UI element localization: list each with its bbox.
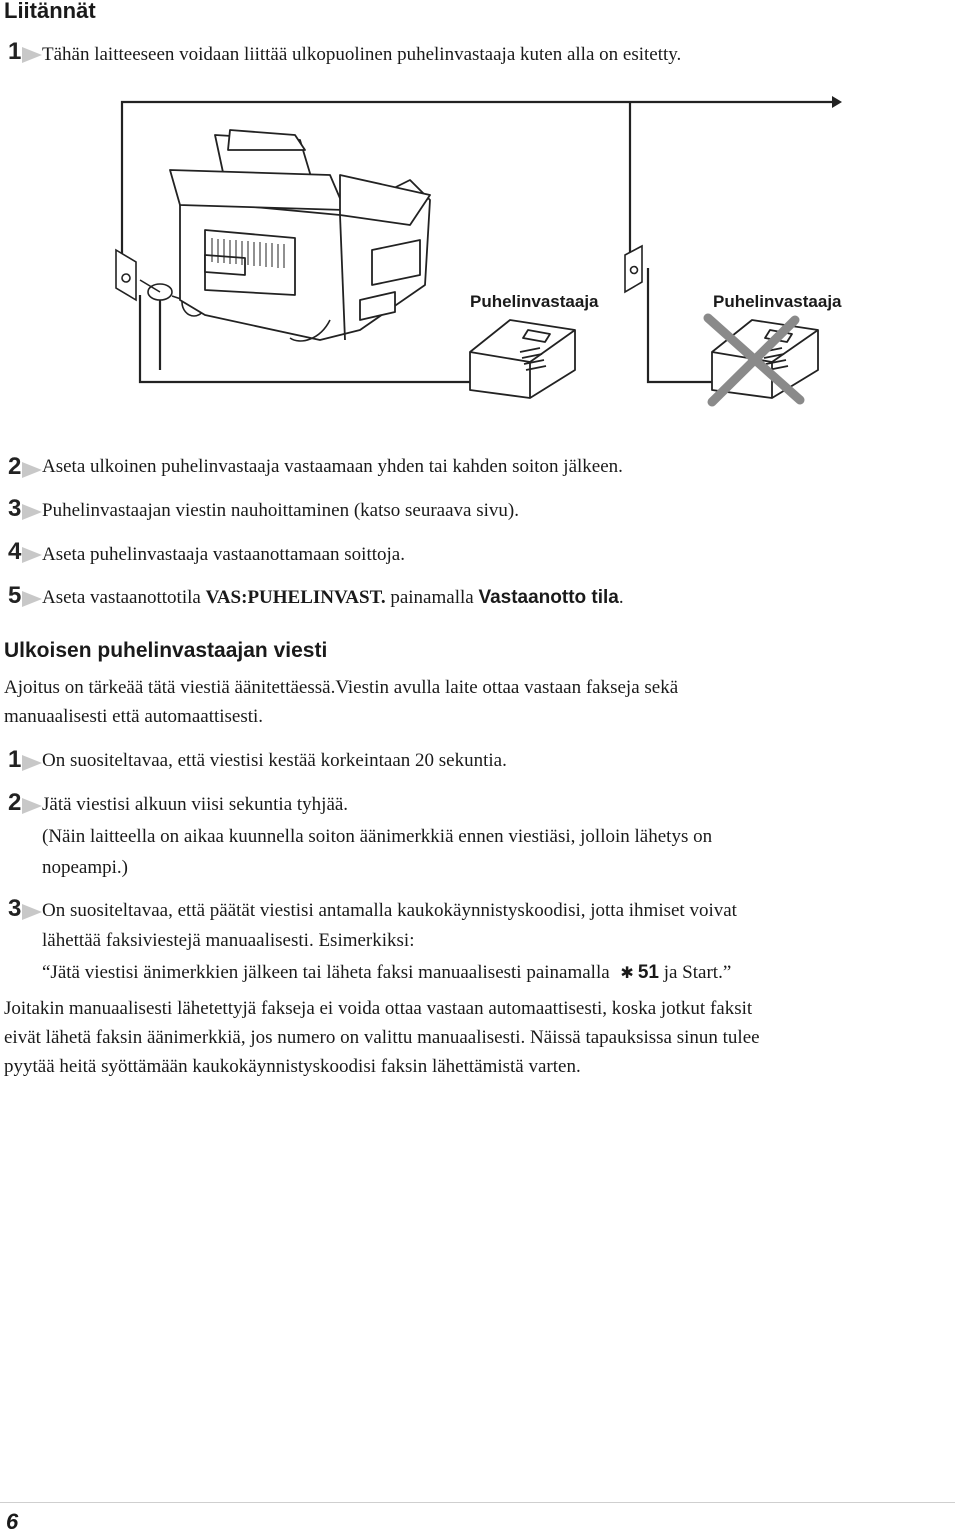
intro-line: Ajoitus on tärkeää tätä viestiä äänitettäessä.Viestin avulla laite ottaa vastaan fakseja sekä: [4, 677, 679, 698]
page-number: 6: [6, 1509, 19, 1534]
step-number: 1: [8, 746, 22, 773]
step-text: (Näin laitteella on aikaa kuunnella soiton äänimerkkiä ennen viestiäsi, jolloin lähetys on: [42, 826, 713, 847]
connection-diagram: [0, 85, 960, 420]
wall-jack-left: [116, 250, 136, 300]
closing-line: pyytää heitä syöttämään kaukokäynnistyskoodisi faksin lähettämistä varten.: [4, 1056, 581, 1077]
footer-divider: [0, 1502, 955, 1503]
step-arrow-icon: [22, 547, 42, 563]
remote-code: 51: [637, 962, 659, 983]
step-number: 4: [8, 538, 22, 565]
step-text: [42, 583, 624, 613]
step5-mid: painamalla: [385, 587, 479, 608]
step5-post: .: [618, 587, 624, 608]
step-arrow-icon: [22, 904, 42, 920]
fax-machine: [170, 130, 430, 340]
step-arrow-icon: [22, 798, 42, 814]
step-arrow-icon: [22, 462, 42, 478]
step-text: Tähän laitteeseen voidaan liittää ulkopuolinen puhelinvastaaja kuten alla on esitetty.: [42, 44, 682, 65]
step5-pre: Aseta vastaanottotila: [42, 587, 206, 608]
star-key-icon: ✱: [620, 963, 634, 982]
example-quote: [42, 958, 731, 988]
step-text: Aseta ulkoinen puhelinvastaaja vastaamaan yhden tai kahden soiton jälkeen.: [42, 456, 623, 477]
step-number: 3: [8, 495, 22, 522]
receive-mode-key: Vastaanotto tila: [478, 587, 619, 608]
step-text: On suositeltavaa, että päätät viestisi antamalla kaukokäynnistyskoodisi, jotta ihmiset voivat: [42, 900, 737, 921]
answering-machine-left: [470, 320, 575, 398]
step-arrow-icon: [22, 755, 42, 771]
step-number: 5: [8, 582, 22, 609]
step-text: Aseta puhelinvastaaja vastaanottamaan soittoja.: [42, 544, 405, 565]
step-text: nopeampi.): [42, 857, 129, 878]
line-arrow-icon: [832, 96, 842, 108]
step-text: Puhelinvastaajan viestin nauhoittaminen (katso seuraava sivu).: [42, 500, 519, 521]
step-text: Jätä viestisi alkuun viisi sekuntia tyhjää.: [42, 794, 349, 815]
step-number: 2: [8, 789, 22, 816]
step-number: 2: [8, 453, 22, 480]
step-arrow-icon: [22, 591, 42, 607]
subheading: Ulkoisen puhelinvastaajan viesti: [4, 639, 328, 662]
intro-line: manuaalisesti että automaattisesti.: [4, 706, 264, 727]
step-number: 3: [8, 895, 22, 922]
label-answering-machine-left: Puhelinvastaaja: [470, 292, 599, 311]
label-answering-machine-right: Puhelinvastaaja: [713, 292, 842, 311]
step-arrow-icon: [22, 47, 42, 63]
example-pre: “Jätä viestisi änimerkkien jälkeen tai läheta faksi manuaalisesti painamalla: [42, 962, 615, 983]
receive-mode-value: VAS:PUHELINVAST.: [205, 587, 386, 608]
step-text: On suositeltavaa, että viestisi kestää korkeintaan 20 sekuntia.: [42, 750, 507, 771]
example-post: ja Start.”: [658, 962, 732, 983]
wall-jack-right: [625, 246, 642, 292]
step-number: 1: [8, 38, 22, 65]
step-text: lähettää faksiviestejä manuaalisesti. Esimerkiksi:: [42, 930, 415, 951]
closing-line: eivät lähetä faksin äänimerkkiä, jos numero on valittu manuaalisesti. Näissä tapauksissa sinun tulee: [4, 1027, 760, 1048]
closing-line: Joitakin manuaalisesti lähetettyjä fakseja ei voida ottaa vastaan automaattisesti, koska jotkut faksit: [4, 998, 753, 1019]
section-title: Liitännät: [4, 0, 96, 23]
step-arrow-icon: [22, 504, 42, 520]
